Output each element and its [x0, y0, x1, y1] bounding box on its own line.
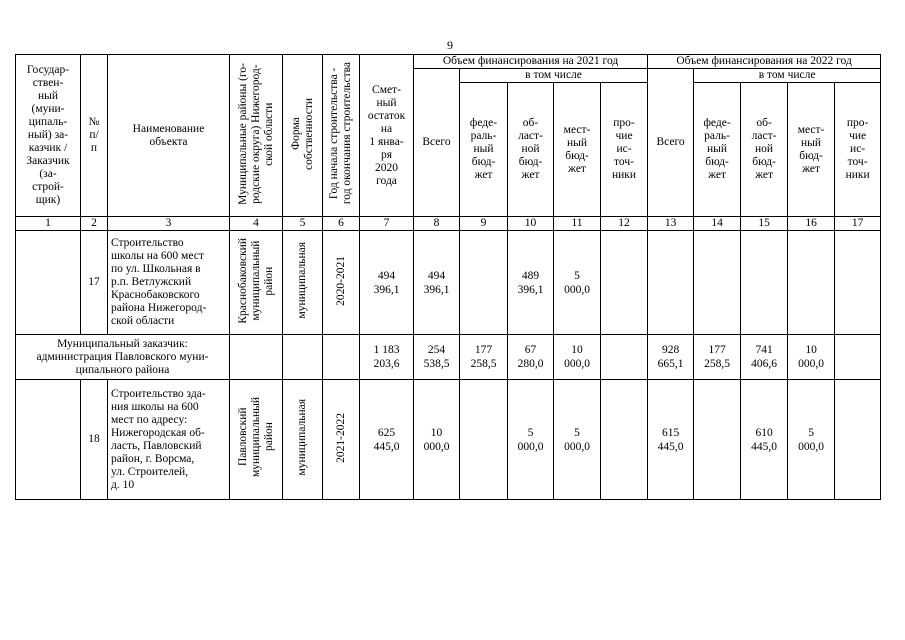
header-customer: Государ- ствен- ный (муни- ципаль- ный) за- казчик / Заказчик (за- строй- щик): [16, 55, 81, 217]
header-ownership: Форма собственности: [283, 55, 323, 217]
header-including-2021: в том числе: [460, 69, 648, 83]
local-2021-value: 5 000,0: [554, 380, 601, 500]
years: 2020-2021: [323, 231, 360, 335]
empty-cell: [601, 380, 648, 500]
federal-2022-value: 177 258,5: [694, 335, 741, 380]
empty-cell: [835, 380, 881, 500]
local-2021-value: 5 000,0: [554, 231, 601, 335]
header-districts: Муниципальные районы (го- родские округа) Нижегород- ской области: [230, 55, 283, 217]
col-num: 9: [460, 217, 508, 231]
regional-2021-value: 5 000,0: [508, 380, 554, 500]
total-2021-value: 254 538,5: [414, 335, 460, 380]
local-2022-value: 5 000,0: [788, 380, 835, 500]
ownership: муниципальная: [283, 380, 323, 500]
empty-cell: [835, 231, 881, 335]
local-2022-value: 10 000,0: [788, 335, 835, 380]
empty-cell: [16, 380, 81, 500]
col-num: 11: [554, 217, 601, 231]
empty-cell: [694, 380, 741, 500]
col-num: 8: [414, 217, 460, 231]
ownership: муниципальная: [283, 231, 323, 335]
district: Краснобаковский муниципальный район: [230, 231, 283, 335]
col-num: 3: [108, 217, 230, 231]
header-fin-2021: Объем финансирования на 2021 год: [414, 55, 648, 69]
col-num: 7: [360, 217, 414, 231]
header-total-2022: Всего: [648, 69, 694, 217]
years: 2021-2022: [323, 380, 360, 500]
header-years: Год начала строительства - год окончания строительства: [323, 55, 360, 217]
page-number: 9: [447, 38, 453, 52]
col-num: 4: [230, 217, 283, 231]
header-total-2021: Всего: [414, 69, 460, 217]
empty-cell: [694, 231, 741, 335]
federal-2021-value: 177 258,5: [460, 335, 508, 380]
col-num: 5: [283, 217, 323, 231]
regional-2022-value: 610 445,0: [741, 380, 788, 500]
empty-cell: [741, 231, 788, 335]
header-federal-2021: феде- раль- ный бюд- жет: [460, 83, 508, 217]
empty-cell: [323, 335, 360, 380]
col-num: 6: [323, 217, 360, 231]
financing-table: [15, 54, 881, 500]
municipal-customer-label: Муниципальный заказчик: администрация Павловского муни- ципального района: [16, 335, 230, 380]
header-regional-2021: об- ласт- ной бюд- жет: [508, 83, 554, 217]
row-number: 17: [81, 231, 108, 335]
header-regional-2022: об- ласт- ной бюд- жет: [741, 83, 788, 217]
district: Павловский муниципальный район: [230, 380, 283, 500]
object-name: Строительство школы на 600 мест по ул. Школьная в р.п. Ветлужский Краснобаковского района Нижегород- ской области: [108, 231, 230, 335]
total-2021-value: 10 000,0: [414, 380, 460, 500]
column-number-row: [16, 217, 881, 231]
empty-cell: [835, 335, 881, 380]
local-2021-value: 10 000,0: [554, 335, 601, 380]
col-num: 12: [601, 217, 648, 231]
summary-row: [16, 335, 881, 380]
header-object-name: Наименование объекта: [108, 55, 230, 217]
header-local-2021: мест- ный бюд- жет: [554, 83, 601, 217]
balance-value: 494 396,1: [360, 231, 414, 335]
empty-cell: [230, 335, 283, 380]
balance-value: 1 183 203,6: [360, 335, 414, 380]
col-num: 16: [788, 217, 835, 231]
empty-cell: [601, 335, 648, 380]
total-2021-value: 494 396,1: [414, 231, 460, 335]
header-including-2022: в том числе: [694, 69, 881, 83]
header-balance: Смет- ный остаток на 1 янва- ря 2020 года: [360, 55, 414, 217]
balance-value: 625 445,0: [360, 380, 414, 500]
empty-cell: [601, 231, 648, 335]
col-num: 10: [508, 217, 554, 231]
col-num: 15: [741, 217, 788, 231]
total-2022-value: 615 445,0: [648, 380, 694, 500]
total-2022-value: 928 665,1: [648, 335, 694, 380]
empty-cell: [460, 231, 508, 335]
empty-cell: [16, 231, 81, 335]
regional-2021-value: 489 396,1: [508, 231, 554, 335]
regional-2022-value: 741 406,6: [741, 335, 788, 380]
col-num: 1: [16, 217, 81, 231]
header-other-2022: про- чие ис- точ- ники: [835, 83, 881, 217]
col-num: 2: [81, 217, 108, 231]
col-num: 14: [694, 217, 741, 231]
header-federal-2022: феде- раль- ный бюд- жет: [694, 83, 741, 217]
header-local-2022: мест- ный бюд- жет: [788, 83, 835, 217]
table-row: [16, 380, 881, 500]
empty-cell: [788, 231, 835, 335]
col-num: 13: [648, 217, 694, 231]
table-row: [16, 231, 881, 335]
regional-2021-value: 67 280,0: [508, 335, 554, 380]
object-name: Строительство зда- ния школы на 600 мест по адресу: Нижегородская об- ласть, Павловский район, г. Ворсма, ул. Строителей, д. 10: [108, 380, 230, 500]
header-fin-2022: Объем финансирования на 2022 год: [648, 55, 881, 69]
header-number: № п/ п: [81, 55, 108, 217]
row-number: 18: [81, 380, 108, 500]
empty-cell: [648, 231, 694, 335]
empty-cell: [460, 380, 508, 500]
header-other-2021: про- чие ис- точ- ники: [601, 83, 648, 217]
empty-cell: [283, 335, 323, 380]
col-num: 17: [835, 217, 881, 231]
